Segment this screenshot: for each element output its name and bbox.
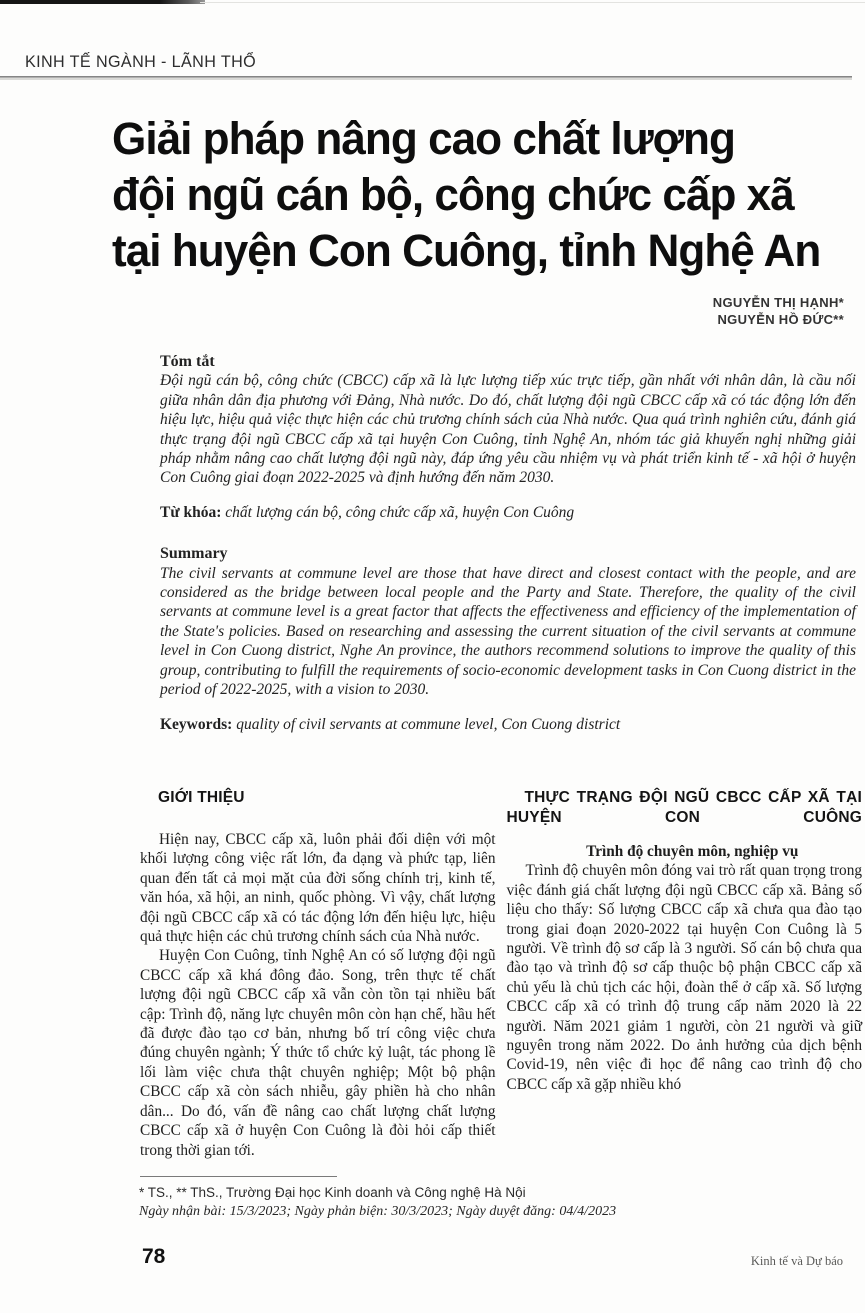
status-section-heading: THỰC TRẠNG ĐỘI NGŨ CBCC CẤP XÃ TẠI HUYỆN CON CUÔNG	[506, 789, 862, 826]
author-2: NGUYỄN HỒ ĐỨC**	[717, 312, 844, 327]
keywords-en-value: quality of civil servants at commune level, Con Cuong district	[232, 715, 621, 733]
keywords-vi-label: Từ khóa:	[160, 503, 222, 521]
article-title	[112, 111, 842, 279]
spacer	[160, 522, 856, 544]
header-rule	[0, 76, 852, 80]
qualification-subheading: Trình độ chuyên môn, nghiệp vụ	[586, 843, 799, 860]
author-1: NGUYỄN THỊ HẠNH*	[712, 295, 844, 310]
article-title-line-3: tại huyện Con Cuông, tỉnh Nghệ An	[112, 225, 821, 276]
intro-section-heading: GIỚI THIỆU	[158, 789, 245, 806]
author-block	[713, 294, 844, 328]
keywords-vi	[160, 503, 856, 522]
keywords-en	[160, 715, 856, 734]
left-column	[140, 788, 496, 1160]
abstract-body: Đội ngũ cán bộ, công chức (CBCC) cấp xã là lực lượng tiếp xúc trực tiếp, gần nhất với nhân dân, là cầu nối giữa nhân dân địa phương với Đảng, Nhà nước. Do đó, chất lượng đội ngũ CBCC cấp xã có tác động lớn đến hiệu lực, hiệu quả việc thực hiện các chủ trương chính sách của Nhà nước. Qua quá trình nghiên cứu, đánh giá thực trạng đội ngũ CBCC cấp xã tại huyện Con Cuông, tỉnh Nghệ An, nhóm tác giả khuyến nghị những giải pháp nhằm nâng cao chất lượng đội ngũ này, đáp ứng yêu cầu nhiệm vụ và phát triển kinh tế - xã hội ở huyện Con Cuông giai đoạn 2022-2025 và định hướng đến năm 2030.	[160, 372, 856, 487]
intro-paragraph-2: Huyện Con Cuông, tỉnh Nghệ An có số lượng đội ngũ CBCC cấp xã khá đông đảo. Song, trên thực tế chất lượng đội ngũ CBCC cấp xã vẫn còn tồn tại nhiều bất cập: Trình độ, năng lực chuyên môn còn hạn chế, hầu hết đã được đào tạo cơ bản, nhưng bố trí công việc chưa đúng chuyên ngành; Ý thức tổ chức kỷ luật, tác phong lề lối làm việc chưa thật chuyên nghiệp; Một bộ phận CBCC cấp xã còn sách nhiễu, gây phiền hà cho nhân dân... Do đó, vấn đề nâng cao chất lượng chất lượng CBCC cấp xã ở huyện Con Cuông là đòi hỏi cấp thiết trong thời gian tới.	[140, 947, 496, 1159]
page-number: 78	[142, 1245, 166, 1268]
keywords-en-label: Keywords:	[160, 715, 233, 733]
footnote-affiliation: * TS., ** ThS., Trường Đại học Kinh doanh và Công nghệ Hà Nội	[139, 1185, 526, 1200]
intro-paragraph-1: Hiện nay, CBCC cấp xã, luôn phải đối diện với một khối lượng công việc rất lớn, đa dạng và phức tạp, liên quan đến tất cả mọi mặt của đời sống chính trị, kinh tế, văn hóa, xã hội, an ninh, quốc phòng. Vì vậy, chất lượng đội ngũ CBCC cấp xã có tác động lớn đến hiệu lực, hiệu quả thực hiện các chủ trương chính sách của Nhà nước.	[140, 831, 496, 946]
abstract-heading: Tóm tắt	[160, 353, 215, 370]
section-kicker: KINH TẾ NGÀNH - LÃNH THỔ	[25, 52, 257, 71]
front-matter	[160, 352, 856, 734]
top-scan-bar	[0, 0, 205, 4]
body-columns	[140, 788, 862, 1160]
article-title-line-2: đội ngũ cán bộ, công chức cấp xã	[112, 169, 794, 220]
right-column	[507, 788, 863, 1160]
footnote-separator	[140, 1176, 337, 1177]
footnote-dates: Ngày nhận bài: 15/3/2023; Ngày phản biện: 30/3/2023; Ngày duyệt đăng: 04/4/2023	[139, 1204, 617, 1219]
journal-name: Kinh tế và Dự báo	[750, 1254, 843, 1268]
article-title-line-1: Giải pháp nâng cao chất lượng	[112, 113, 735, 164]
top-edge-line	[200, 2, 865, 3]
qualification-paragraph: Trình độ chuyên môn đóng vai trò rất quan trọng trong việc đánh giá chất lượng đội ngũ CBCC cấp xã. Bảng số liệu cho thấy: Số lượng CBCC cấp xã chưa qua đào tạo trong giai đoạn 2020-2022 tại huyện Con Cuông là 5 người. Về trình độ sơ cấp là 3 người. Số cán bộ chưa qua đào tạo và trình độ sơ cấp thuộc bộ phận CBCC cấp xã chủ yếu là chủ tịch các hội, đoàn thể ở cấp xã. Số lượng CBCC cấp xã có trình độ trung cấp năm 2020 là 22 người. Năm 2021 giảm 1 người, còn 21 người và giữ nguyên trong năm 2022. Do ảnh hưởng của dịch bệnh Covid-19, nên việc đi học để nâng cao trình độ cho CBCC cấp xã gặp nhiều khó	[506, 862, 862, 1093]
summary-heading: Summary	[160, 545, 228, 563]
keywords-vi-value: chất lượng cán bộ, công chức cấp xã, huyện Con Cuông	[221, 503, 575, 521]
summary-body: The civil servants at commune level are those that have direct and closest contact with the people, and are considered as the bridge between local people and the Party and State. Therefore, the quality of the civil servants at commune level is a great factor that affects the effectiveness and efficiency of the implementation of the State's policies. Based on researching and assessing the current situation of the civil servants at commune level in Con Cuong district, Nghe An province, the authors recommend solutions to improve the quality of this group, contributing to fulfill the requirements of socio-economic development tasks in Con Cuong district in the period of 2022-2025, with a vision to 2030.	[160, 564, 856, 699]
